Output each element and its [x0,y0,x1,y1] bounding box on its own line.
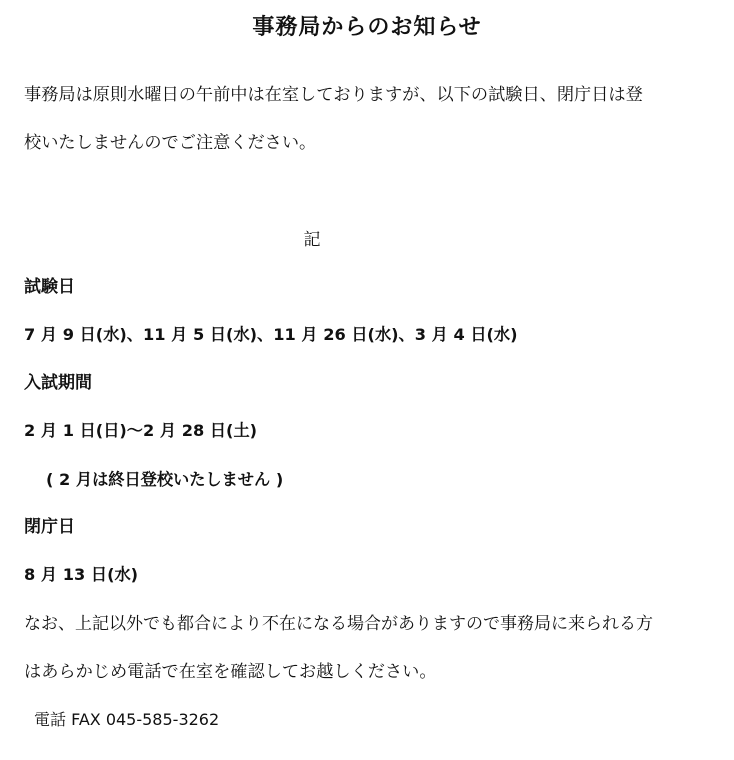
closed-day-heading: 閉庁日 [24,517,75,537]
entrance-exam-period-heading: 入試期間 [24,373,92,393]
entrance-exam-period-note: ( 2 月は終日登校いたしません ) [46,470,284,489]
ki-mark: 記 [303,230,321,250]
notice-title: 事務局からのお知らせ [252,15,482,40]
exam-days-dates: 7 月 9 日(水)、11 月 5 日(水)、11 月 26 日(水)、3 月 4 日(水) [24,325,518,344]
intro-text-line-2: 校いたしませんのでご注意ください。 [24,133,317,153]
closing-text-line-1: なお、上記以外でも都合により不在になる場合がありますので事務局に来られる方 [24,614,653,634]
intro-text-line-1: 事務局は原則水曜日の午前中は在室しておりますが、以下の試験日、閉庁日は登 [24,85,643,105]
closing-text-line-2: はあらかじめ電話で在室を確認してお越しください。 [24,662,437,682]
entrance-exam-period-dates: 2 月 1 日(日)～2 月 28 日(土) [24,421,258,440]
closed-day-dates: 8 月 13 日(水) [24,565,139,584]
contact-phone-fax: 電話 FAX 045-585-3262 [34,710,220,729]
exam-days-heading: 試験日 [24,277,75,297]
